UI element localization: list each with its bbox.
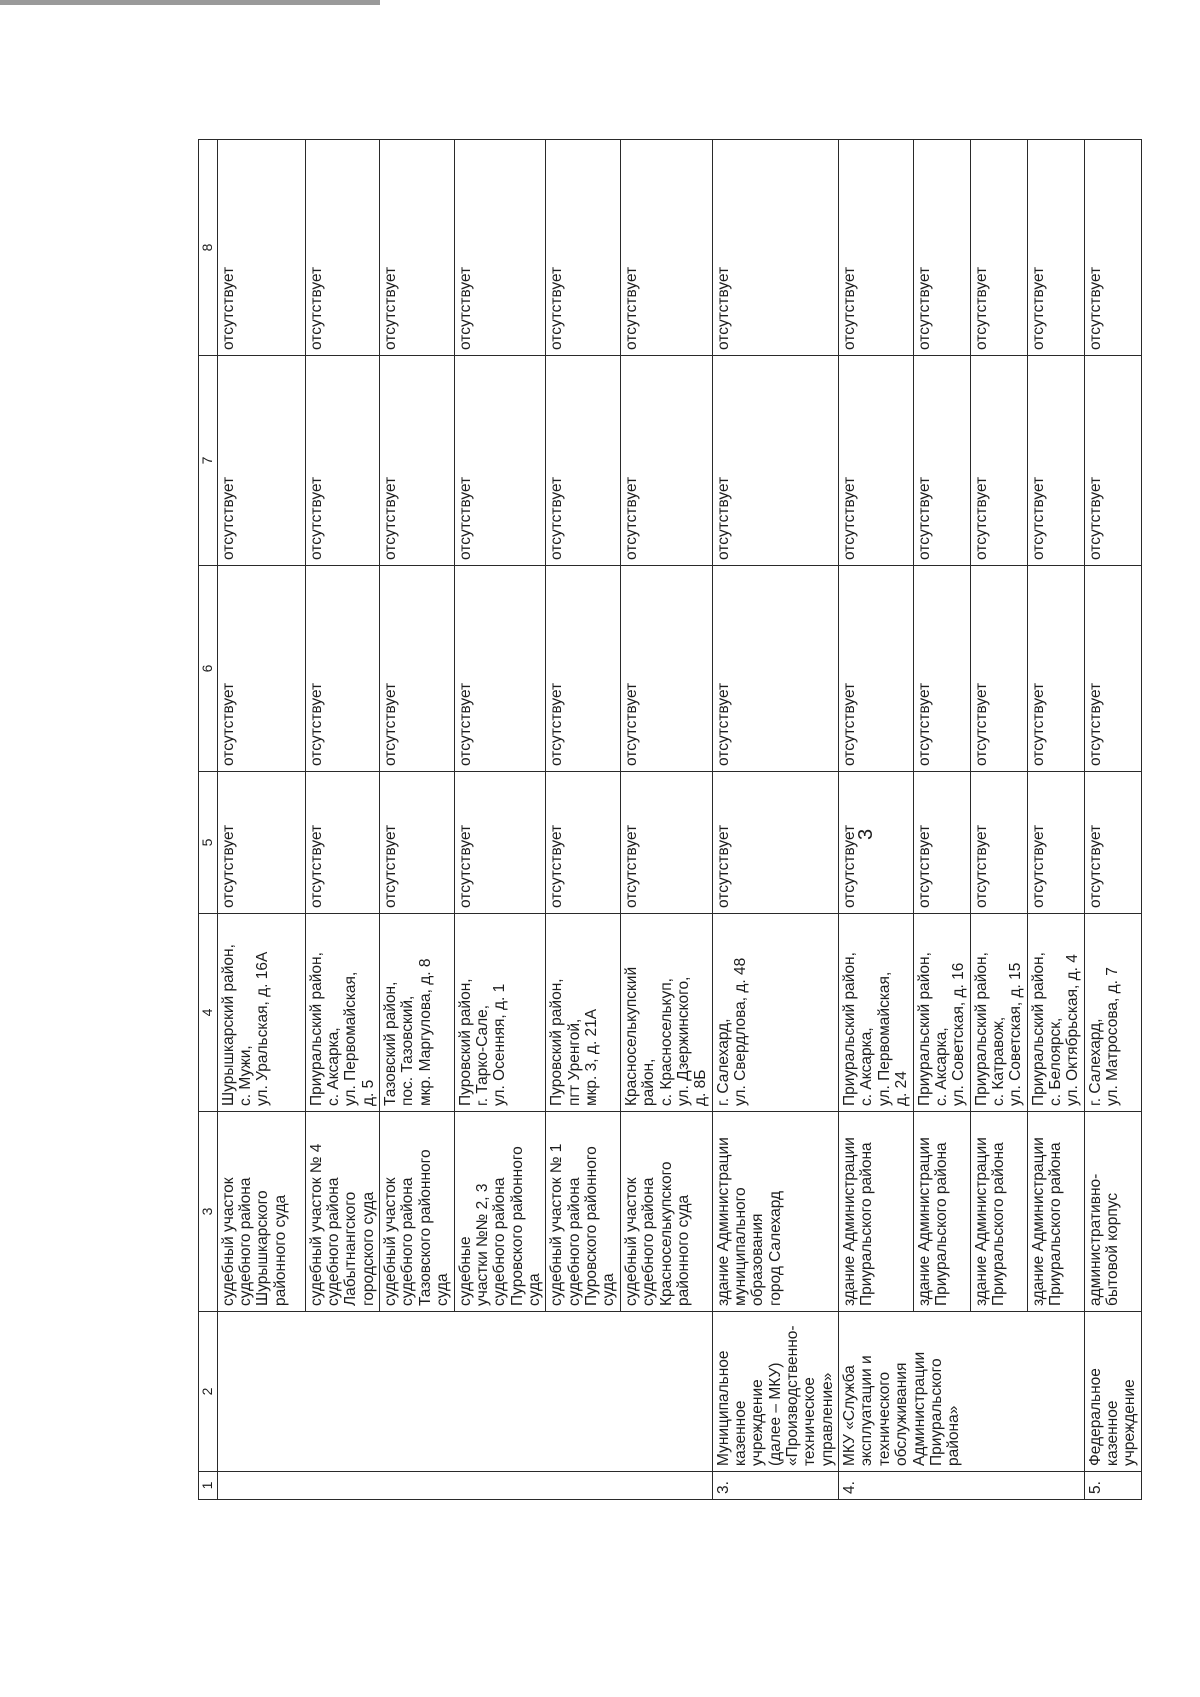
table-row	[712, 140, 839, 1500]
object-name-cell: административно- бытовой корпус	[1084, 1112, 1141, 1312]
object-name-cell: здание Администрации Приуральского района	[1027, 1112, 1084, 1312]
header-row	[199, 140, 218, 1500]
institution-cell: МКУ «Служба эксплуатации и технического обслуживания Администрации Приуральского района»	[839, 1312, 1085, 1472]
object-name-cell: здание Администрации муниципального образования город Салехард	[712, 1112, 839, 1312]
value-cell: отсутствует	[217, 772, 305, 914]
page-number: 3	[855, 828, 877, 840]
value-cell: отсутствует	[1084, 566, 1141, 772]
table-row	[454, 140, 546, 1500]
row-number-cell	[217, 1472, 712, 1500]
col-header-4: 4	[199, 914, 218, 1112]
value-cell: отсутствует	[546, 772, 620, 914]
value-cell: отсутствует	[913, 140, 970, 356]
value-cell: отсутствует	[1084, 140, 1141, 356]
object-name-cell: судебный участок судебного района Шурышкарского районного суда	[217, 1112, 305, 1312]
address-cell: Красноселькупский район, с. Красноселькуп, ул. Дзержинского, д. 8Б	[620, 914, 712, 1112]
col-header-2: 2	[199, 1312, 218, 1472]
value-cell: отсутствует	[217, 566, 305, 772]
value-cell: отсутствует	[970, 140, 1027, 356]
address-cell: Приуральский район, с. Аксарка, ул. Первомайская, д. 24	[839, 914, 913, 1112]
object-name-cell: судебный участок судебного района Тазовского районного суда	[380, 1112, 454, 1312]
value-cell: отсутствует	[913, 356, 970, 566]
address-cell: Приуральский район, с. Белоярск, ул. Октябрьская, д. 4	[1027, 914, 1084, 1112]
value-cell: отсутствует	[1027, 140, 1084, 356]
value-cell: отсутствует	[454, 140, 546, 356]
address-cell: Приуральский район, с. Катравож, ул. Советская, д. 15	[970, 914, 1027, 1112]
value-cell: отсутствует	[546, 140, 620, 356]
value-cell: отсутствует	[970, 566, 1027, 772]
value-cell: отсутствует	[712, 772, 839, 914]
col-header-1: 1	[199, 1472, 218, 1500]
object-name-cell: здание Администрации Приуральского района	[913, 1112, 970, 1312]
value-cell: отсутствует	[620, 566, 712, 772]
value-cell: отсутствует	[217, 140, 305, 356]
value-cell: отсутствует	[913, 772, 970, 914]
institution-cell	[217, 1312, 712, 1472]
value-cell: отсутствует	[380, 772, 454, 914]
value-cell: отсутствует	[1027, 772, 1084, 914]
object-name-cell: судебные участки №№ 2, 3 судебного района Пуровского районного суда	[454, 1112, 546, 1312]
col-header-6: 6	[199, 566, 218, 772]
value-cell: отсутствует	[454, 566, 546, 772]
address-cell: г. Салехард, ул. Свердлова, д. 48	[712, 914, 839, 1112]
value-cell: отсутствует	[305, 356, 379, 566]
value-cell: отсутствует	[1027, 566, 1084, 772]
col-header-5: 5	[199, 772, 218, 914]
address-cell: Пуровский район, пгт Уренгой, мкр. 3, д. 21А	[546, 914, 620, 1112]
object-name-cell: судебный участок № 1 судебного района Пуровского районного суда	[546, 1112, 620, 1312]
rotated-table-container	[198, 140, 1139, 1500]
value-cell: отсутствует	[305, 772, 379, 914]
object-name-cell: судебный участок № 4 судебного района Лабытнангского городского суда	[305, 1112, 379, 1312]
value-cell: отсутствует	[970, 356, 1027, 566]
objects-table	[198, 139, 1142, 1500]
table-row	[217, 140, 305, 1500]
row-number-cell: 4.	[839, 1472, 1085, 1500]
table-row	[305, 140, 379, 1500]
table-row	[1027, 140, 1084, 1500]
value-cell: отсутствует	[839, 772, 913, 914]
value-cell: отсутствует	[454, 772, 546, 914]
value-cell: отсутствует	[913, 566, 970, 772]
table-row	[380, 140, 454, 1500]
value-cell: отсутствует	[970, 772, 1027, 914]
institution-cell: Муниципальное казенное учреждение (далее – МКУ) «Производственно- техническое управление»	[712, 1312, 839, 1472]
value-cell: отсутствует	[217, 356, 305, 566]
table-row	[970, 140, 1027, 1500]
table-row	[620, 140, 712, 1500]
value-cell: отсутствует	[454, 356, 546, 566]
value-cell: отсутствует	[1084, 772, 1141, 914]
scan-edge-bar	[0, 0, 380, 5]
value-cell: отсутствует	[380, 140, 454, 356]
value-cell: отсутствует	[620, 772, 712, 914]
table-row	[1084, 140, 1141, 1500]
value-cell: отсутствует	[839, 140, 913, 356]
value-cell: отсутствует	[839, 566, 913, 772]
col-header-7: 7	[199, 356, 218, 566]
address-cell: Шурышкарский район, с. Мужи, ул. Уральская, д. 16А	[217, 914, 305, 1112]
value-cell: отсутствует	[620, 140, 712, 356]
table-row	[839, 140, 913, 1500]
row-number-cell: 5.	[1084, 1472, 1141, 1500]
address-cell: Тазовский район, пос. Тазовский, мкр. Маргулова, д. 8	[380, 914, 454, 1112]
value-cell: отсутствует	[380, 566, 454, 772]
row-number-cell: 3.	[712, 1472, 839, 1500]
value-cell: отсутствует	[546, 566, 620, 772]
col-header-8: 8	[199, 140, 218, 356]
col-header-3: 3	[199, 1112, 218, 1312]
value-cell: отсутствует	[305, 140, 379, 356]
table-row	[546, 140, 620, 1500]
value-cell: отсутствует	[305, 566, 379, 772]
table-row	[913, 140, 970, 1500]
value-cell: отсутствует	[712, 566, 839, 772]
object-name-cell: здание Администрации Приуральского района	[970, 1112, 1027, 1312]
value-cell: отсутствует	[712, 140, 839, 356]
value-cell: отсутствует	[546, 356, 620, 566]
value-cell: отсутствует	[620, 356, 712, 566]
object-name-cell: судебный участок судебного района Красноселькупского районного суда	[620, 1112, 712, 1312]
value-cell: отсутствует	[1027, 356, 1084, 566]
institution-cell: Федеральное казенное учреждение	[1084, 1312, 1141, 1472]
address-cell: г. Салехард, ул. Матросова, д. 7	[1084, 914, 1141, 1112]
address-cell: Приуральский район, с. Аксарка, ул. Советская, д. 16	[913, 914, 970, 1112]
value-cell: отсутствует	[712, 356, 839, 566]
value-cell: отсутствует	[839, 356, 913, 566]
object-name-cell: здание Администрации Приуральского района	[839, 1112, 913, 1312]
value-cell: отсутствует	[380, 356, 454, 566]
address-cell: Приуральский район, с. Аксарка, ул. Первомайская, д. 5	[305, 914, 379, 1112]
address-cell: Пуровский район, г. Тарко-Сале, ул. Осенняя, д. 1	[454, 914, 546, 1112]
value-cell: отсутствует	[1084, 356, 1141, 566]
